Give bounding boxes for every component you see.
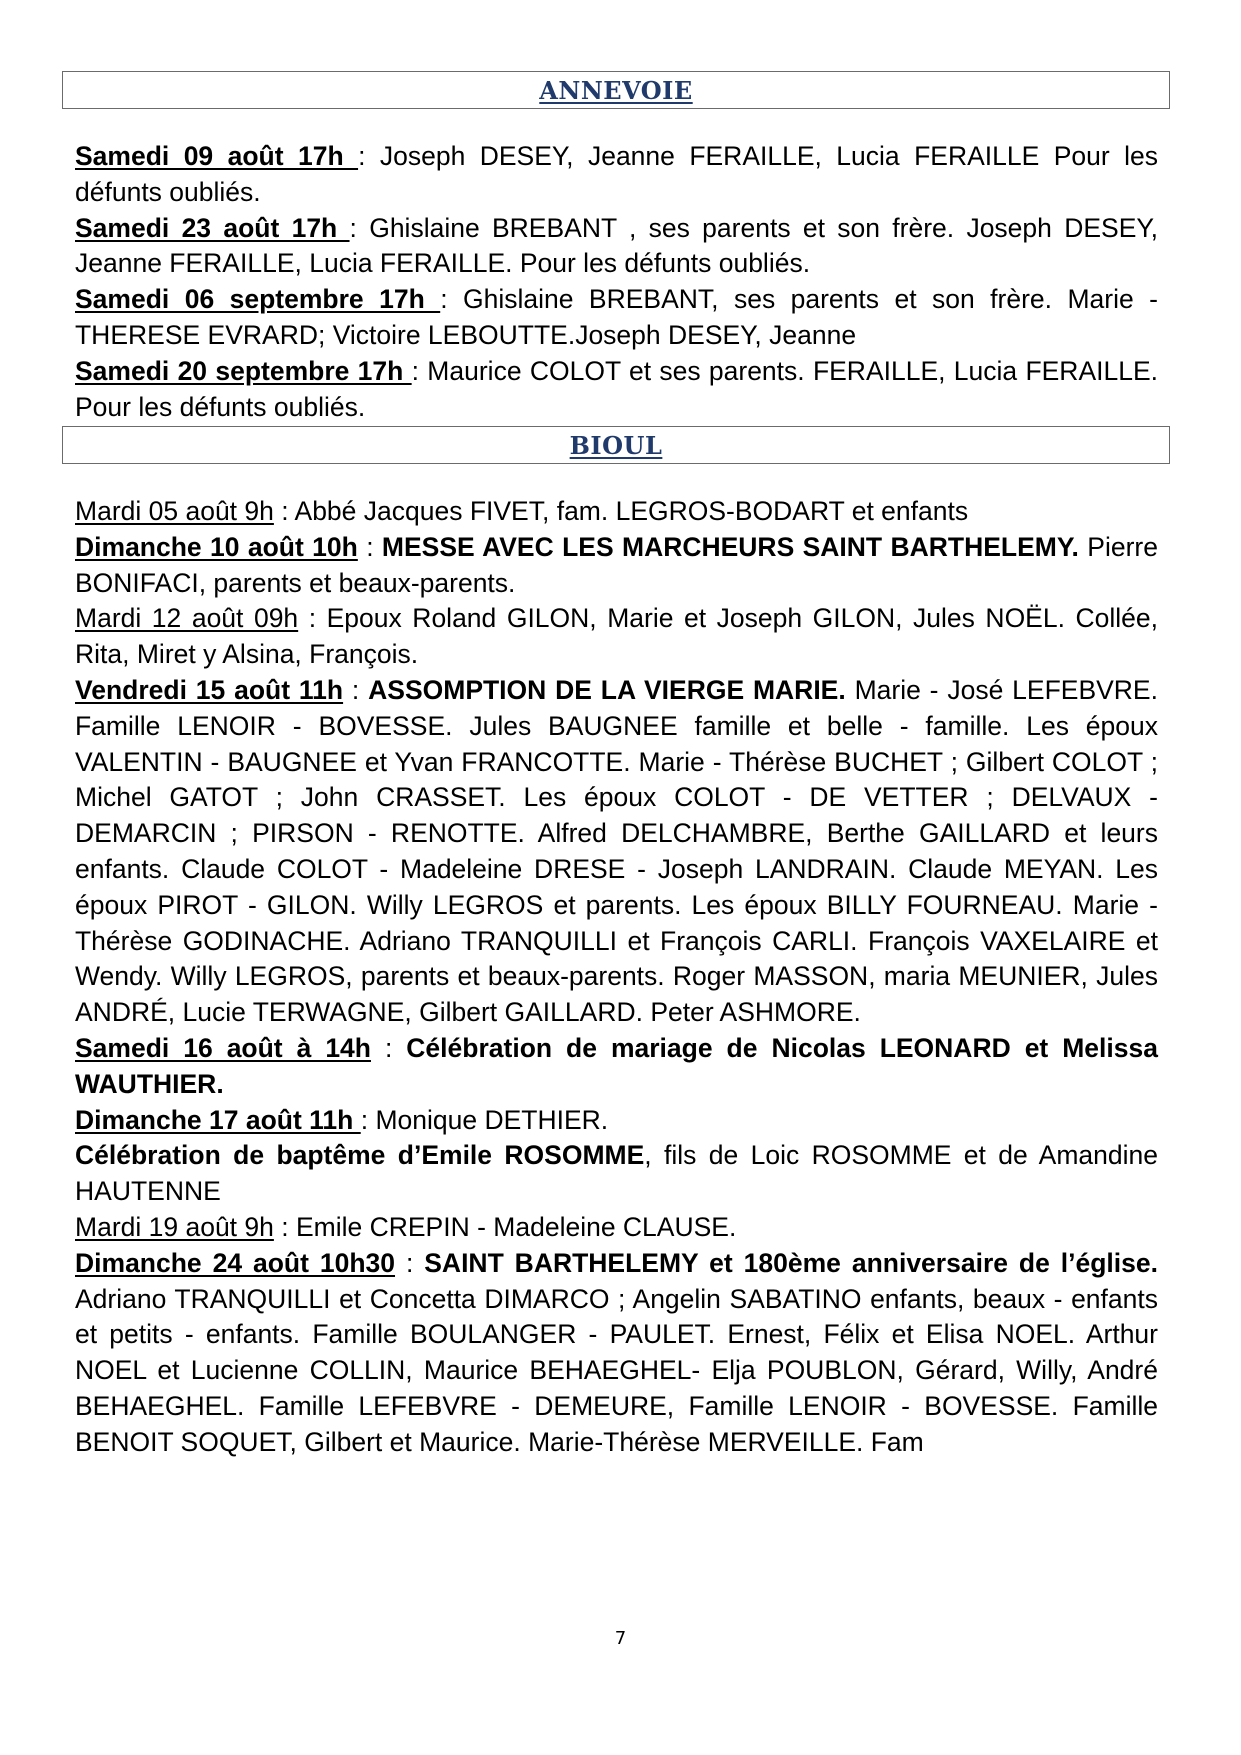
entry-text: Pierre BONIFACI, parents et beaux-parents.	[75, 531, 1158, 598]
section-header-bioul	[62, 426, 1170, 464]
entry-date: Dimanche 24 août 10h30	[75, 1247, 396, 1278]
entry-date: Mardi 19 août 9h	[75, 1211, 274, 1242]
entry-text: Marie - José LEFEBVRE. Famille LENOIR - BOVESSE. Jules BAUGNEE famille et belle - famille. Les époux VALENTIN - BAUGNEE et Yvan FRANCOTTE. Marie - Thérèse BUCHET ; Gilbert COLOT ; Michel GATOT ; John CRASSET. Les époux COLOT - DE VETTER ; DELVAUX - DEMARCIN ; PIRSON - RENOTTE. Alfred DELCHAMBRE, Berthe GAILLARD et leurs enfants. Claude COLOT - Madeleine DRESE - Joseph LANDRAIN. Claude MEYAN. Les époux PIROT - GILON. Willy LEGROS et parents. Les époux BILLY FOURNEAU. Marie - Thérèse GODINACHE. Adriano TRANQUILLI et François CARLI. François VAXELAIRE et Wendy. Willy LEGROS, parents et beaux-parents. Roger MASSON, maria MEUNIER, Jules ANDRÉ, Lucie TERWAGNE, Gilbert GAILLARD. Peter ASHMORE.	[75, 674, 1158, 1028]
entry-text: Adriano TRANQUILLI et Concetta DIMARCO ; Angelin SABATINO enfants, beaux - enfants et petits - enfants. Famille BOULANGER - PAULET. Ernest, Félix et Elisa NOEL. Arthur NOEL et Lucienne COLLIN, Maurice BEHAEGHEL- Elja POUBLON, Gérard, Willy, André BEHAEGHEL. Famille LEFEBVRE - DEMEURE, Famille LENOIR - BOVESSE. Famille BENOIT SOQUET, Gilbert et Maurice. Marie-Thérèse MERVEILLE. Fam	[75, 1283, 1158, 1457]
entry-highlight: MESSE AVEC LES MARCHEURS SAINT BARTHELEMY.	[381, 531, 1079, 562]
entry-text: :	[370, 1032, 407, 1063]
entry-date: Dimanche 17 août 11h	[75, 1104, 361, 1135]
mass-entry	[75, 601, 1158, 673]
mass-entry	[75, 282, 1158, 354]
entry-text: :	[343, 674, 369, 705]
entry-text: :	[395, 1247, 425, 1278]
entry-text: : Ghislaine BREBANT , ses parents et son frère. Joseph DESEY, Jeanne FERAILLE, Lucia FERAILLE. Pour les défunts oubliés.	[75, 212, 1158, 279]
entry-text: : Epoux Roland GILON, Marie et Joseph GILON, Jules NOËL. Collée, Rita, Miret y Alsina, François.	[75, 603, 1158, 670]
section-body-annevoie	[75, 139, 1158, 425]
entry-text: : Abbé Jacques FIVET, fam. LEGROS-BODART et enfants	[273, 496, 969, 526]
entry-date: Mardi 05 août 9h	[75, 496, 274, 526]
mass-entry	[75, 1031, 1158, 1103]
entry-date: Samedi 06 septembre 17h	[75, 284, 441, 315]
entry-text: :	[357, 531, 382, 562]
entry-highlight: Célébration de baptême d’Emile ROSOMME	[75, 1140, 645, 1171]
entry-text: : Maurice COLOT et ses parents. FERAILLE, Lucia FERAILLE. Pour les défunts oubliés.	[75, 355, 1158, 422]
entry-date: Samedi 16 août à 14h	[75, 1032, 371, 1063]
entry-date: Dimanche 10 août 10h	[75, 531, 358, 562]
entry-highlight: ASSOMPTION DE LA VIERGE MARIE.	[368, 674, 846, 705]
entry-text: : Joseph DESEY, Jeanne FERAILLE, Lucia FERAILLE Pour les défunts oubliés.	[75, 141, 1158, 207]
entry-text: : Emile CREPIN - Madeleine CLAUSE.	[273, 1211, 737, 1242]
mass-entry	[75, 494, 1158, 530]
entry-date: Samedi 23 août 17h	[75, 212, 350, 243]
section-header-annevoie	[62, 71, 1170, 109]
section-body-bioul	[75, 494, 1158, 1461]
mass-entry	[75, 673, 1158, 1031]
entry-text: : Ghislaine BREBANT, ses parents et son frère. Marie - THERESE EVRARD; Victoire LEBOUTTE.Joseph DESEY, Jeanne	[75, 284, 1158, 350]
entry-date: Vendredi 15 août 11h	[75, 674, 344, 705]
entry-highlight: Célébration de mariage de Nicolas LEONARD et Melissa WAUTHIER.	[75, 1032, 1158, 1099]
mass-entry	[75, 1246, 1158, 1461]
entry-date: Samedi 09 août 17h	[75, 141, 359, 171]
mass-entry	[75, 139, 1158, 211]
mass-entry	[75, 354, 1158, 426]
section-title: BIOUL	[569, 430, 663, 460]
entry-date: Samedi 20 septembre 17h	[75, 355, 412, 386]
page-number: 7	[614, 1628, 627, 1649]
mass-entry	[75, 1103, 1158, 1139]
entry-text: : Monique DETHIER.	[360, 1104, 609, 1135]
entry-date: Mardi 12 août 09h	[75, 603, 299, 634]
mass-entry	[75, 530, 1158, 602]
mass-entry	[75, 1138, 1158, 1210]
mass-entry	[75, 1210, 1158, 1246]
section-title: ANNEVOIE	[539, 75, 693, 105]
entry-highlight: SAINT BARTHELEMY et 180ème anniversaire de l’église.	[424, 1247, 1158, 1278]
entry-text: , fils de Loic ROSOMME et de Amandine HAUTENNE	[75, 1140, 1158, 1207]
mass-entry	[75, 211, 1158, 283]
